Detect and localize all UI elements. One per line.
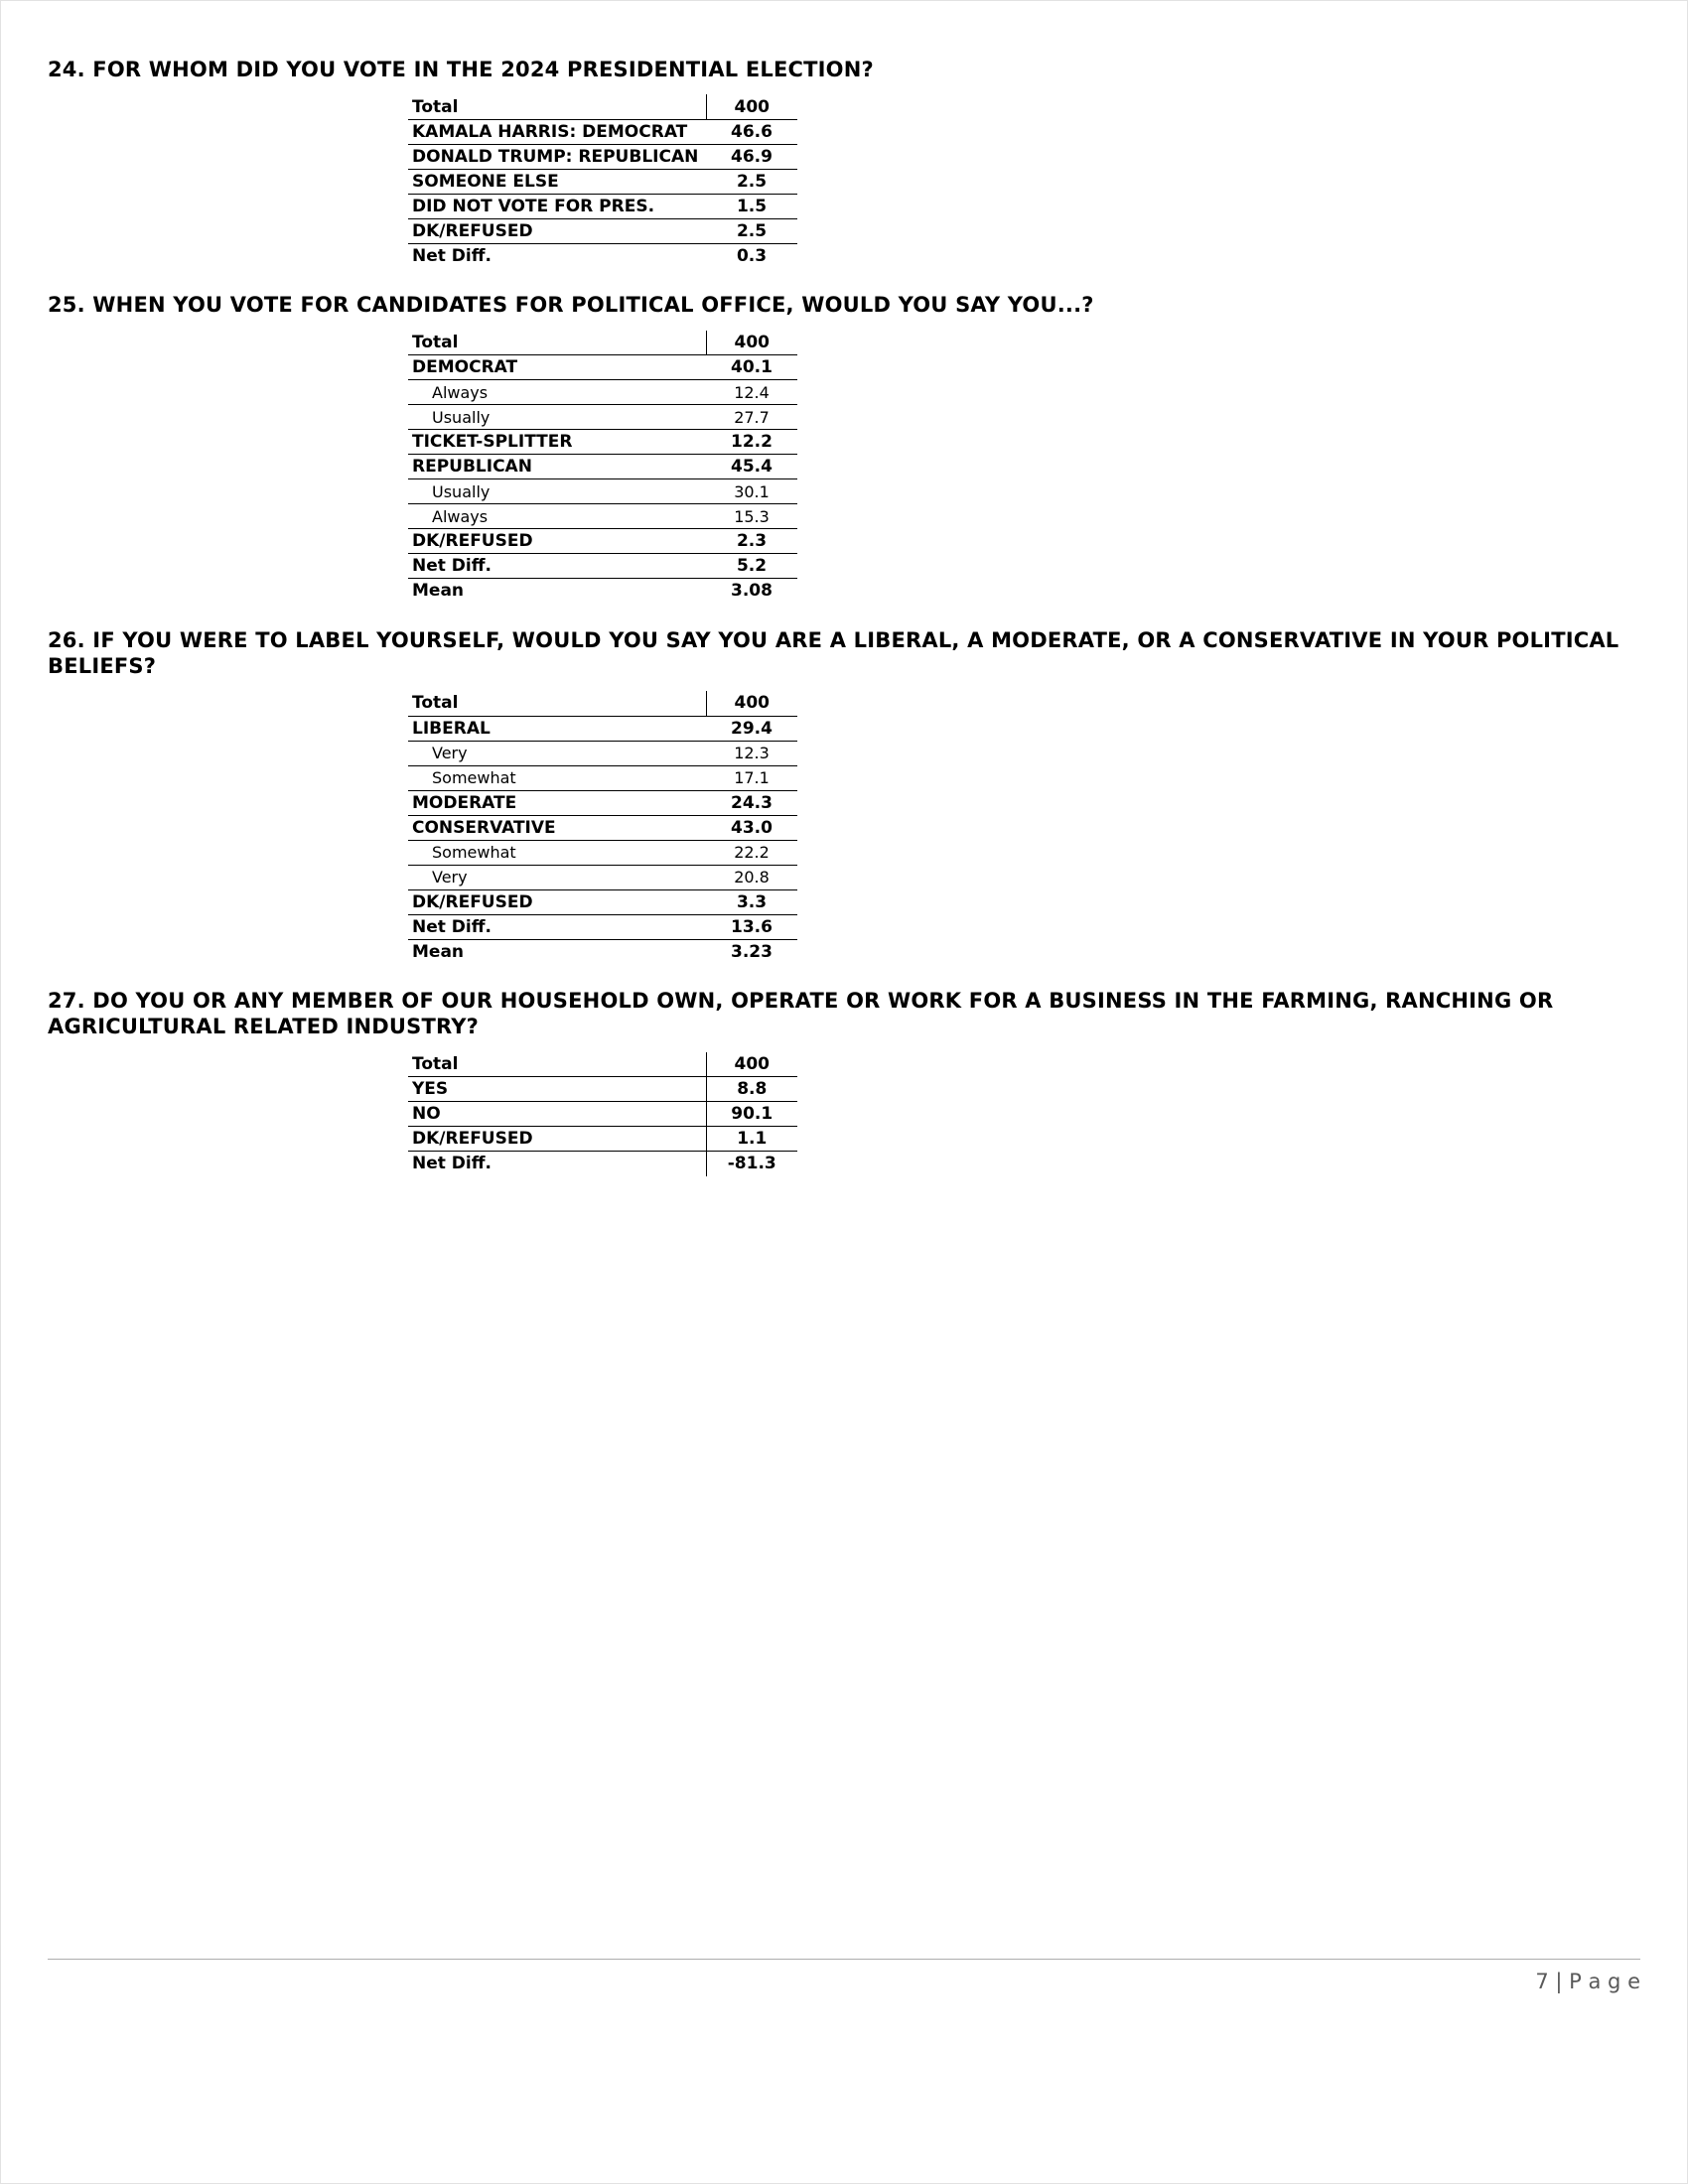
row-value: 2.5 <box>706 218 797 243</box>
table-header-row <box>408 691 797 716</box>
total-value: 400 <box>706 691 797 716</box>
question-27-title: 27. DO YOU OR ANY MEMBER OF OUR HOUSEHOLD OWN, OPERATE OR WORK FOR A BUSINESS IN THE FARMING, RANCHING OR AGRICULTURAL RELATED INDUSTRY? <box>48 989 1554 1039</box>
row-label: TICKET-SPLITTER <box>408 430 706 455</box>
table-subrow <box>408 380 797 405</box>
table-row <box>408 194 797 218</box>
question-27-table <box>408 1052 797 1176</box>
row-label: DK/REFUSED <box>408 889 706 914</box>
question-24-title: 24. FOR WHOM DID YOU VOTE IN THE 2024 PRESIDENTIAL ELECTION? <box>48 58 874 81</box>
table-subrow <box>408 840 797 865</box>
total-label: Total <box>408 691 706 716</box>
table-row-net-diff <box>408 554 797 579</box>
row-label: Mean <box>412 581 465 602</box>
row-label: REPUBLICAN <box>408 455 706 479</box>
table-row <box>408 218 797 243</box>
table-row-net-diff <box>408 1152 797 1176</box>
row-value: 1.5 <box>706 194 797 218</box>
row-label: MODERATE <box>408 790 706 815</box>
table-row <box>408 119 797 144</box>
row-value: 3.3 <box>706 889 797 914</box>
row-label: Usually <box>408 405 706 430</box>
row-value: 13.6 <box>706 914 797 939</box>
total-value: 400 <box>706 1052 797 1077</box>
row-label: Somewhat <box>408 765 706 790</box>
row-label: Net Diff. <box>412 246 492 266</box>
row-value: 90.1 <box>706 1102 797 1127</box>
row-value: 2.5 <box>706 169 797 194</box>
table-row <box>408 144 797 169</box>
question-24-table <box>408 94 797 268</box>
row-value: 12.3 <box>706 741 797 765</box>
row-value: 45.4 <box>706 455 797 479</box>
row-label: DEMOCRAT <box>408 355 706 380</box>
table-row <box>408 455 797 479</box>
row-value: 12.2 <box>706 430 797 455</box>
row-label: Net Diff. <box>408 554 706 579</box>
row-value: 8.8 <box>706 1077 797 1102</box>
row-value: 43.0 <box>706 815 797 840</box>
row-value: 5.2 <box>706 554 797 579</box>
row-label: LIBERAL <box>408 716 706 741</box>
question-26-table <box>408 691 797 964</box>
row-label: YES <box>408 1077 706 1102</box>
row-label: DONALD TRUMP: REPUBLICAN <box>408 144 706 169</box>
row-value: 46.6 <box>706 119 797 144</box>
table-row <box>408 529 797 554</box>
table-header-row <box>408 94 797 119</box>
table-row-net-diff <box>408 914 797 939</box>
row-label: DK/REFUSED <box>408 529 706 554</box>
table-subrow <box>408 865 797 889</box>
question-26-section <box>48 627 1640 965</box>
table-subrow <box>408 765 797 790</box>
row-value: 27.7 <box>706 405 797 430</box>
row-value: 24.3 <box>706 790 797 815</box>
row-value: 0.3 <box>736 246 768 266</box>
table-row <box>408 889 797 914</box>
row-label: Always <box>408 504 706 529</box>
table-subrow <box>408 504 797 529</box>
row-label: Mean <box>412 941 465 962</box>
row-value: 46.9 <box>706 144 797 169</box>
row-label: DK/REFUSED <box>408 218 706 243</box>
table-row <box>408 1102 797 1127</box>
table-row-mean <box>408 939 797 964</box>
table-row <box>408 1127 797 1152</box>
question-26-title: 26. IF YOU WERE TO LABEL YOURSELF, WOULD YOU SAY YOU ARE A LIBERAL, A MODERATE, OR A CONSERVATIVE IN YOUR POLITICAL BELIEFS? <box>48 627 1619 678</box>
total-value: 400 <box>706 94 797 119</box>
table-subrow <box>408 405 797 430</box>
question-25-title: 25. WHEN YOU VOTE FOR CANDIDATES FOR POLITICAL OFFICE, WOULD YOU SAY YOU...? <box>48 293 1094 318</box>
row-label: Very <box>408 741 706 765</box>
row-value: 12.4 <box>706 380 797 405</box>
table-row-net-diff <box>408 243 797 268</box>
row-value: 29.4 <box>706 716 797 741</box>
row-value: 3.08 <box>731 581 773 602</box>
page-footer <box>48 1959 1640 1993</box>
row-value: 40.1 <box>706 355 797 380</box>
total-label: Total <box>408 1052 706 1077</box>
table-row-mean <box>408 579 797 604</box>
total-value: 400 <box>706 331 797 355</box>
table-row <box>408 1077 797 1102</box>
row-value: 15.3 <box>706 504 797 529</box>
question-27-section <box>48 988 1640 1176</box>
row-label: Always <box>408 380 706 405</box>
row-label: DID NOT VOTE FOR PRES. <box>408 194 706 218</box>
table-subrow <box>408 741 797 765</box>
table-subrow <box>408 479 797 504</box>
row-value: 22.2 <box>706 840 797 865</box>
row-value: 30.1 <box>706 479 797 504</box>
row-value: 2.3 <box>706 529 797 554</box>
row-value: 20.8 <box>706 865 797 889</box>
table-row <box>408 355 797 380</box>
row-value: 17.1 <box>706 765 797 790</box>
table-row <box>408 169 797 194</box>
row-label: Net Diff. <box>408 914 706 939</box>
page-number: 7 | P a g e <box>1535 1970 1640 1993</box>
row-label: Very <box>408 865 706 889</box>
row-label: Net Diff. <box>412 1154 492 1174</box>
row-value: -81.3 <box>706 1152 797 1176</box>
row-value: 3.23 <box>731 941 773 962</box>
row-label: Somewhat <box>408 840 706 865</box>
row-label: KAMALA HARRIS: DEMOCRAT <box>408 119 706 144</box>
row-value: 1.1 <box>706 1127 797 1152</box>
table-header-row <box>408 331 797 355</box>
total-label: Total <box>408 94 706 119</box>
total-label: Total <box>408 331 706 355</box>
question-24-section <box>48 57 1640 268</box>
row-label: Usually <box>408 479 706 504</box>
row-label: DK/REFUSED <box>408 1127 706 1152</box>
row-label: CONSERVATIVE <box>408 815 706 840</box>
question-25-table <box>408 331 797 604</box>
table-row <box>408 790 797 815</box>
table-row <box>408 716 797 741</box>
row-label: SOMEONE ELSE <box>408 169 706 194</box>
question-25-section <box>48 292 1640 603</box>
row-label: NO <box>408 1102 706 1127</box>
table-row <box>408 430 797 455</box>
table-row <box>408 815 797 840</box>
table-header-row <box>408 1052 797 1077</box>
